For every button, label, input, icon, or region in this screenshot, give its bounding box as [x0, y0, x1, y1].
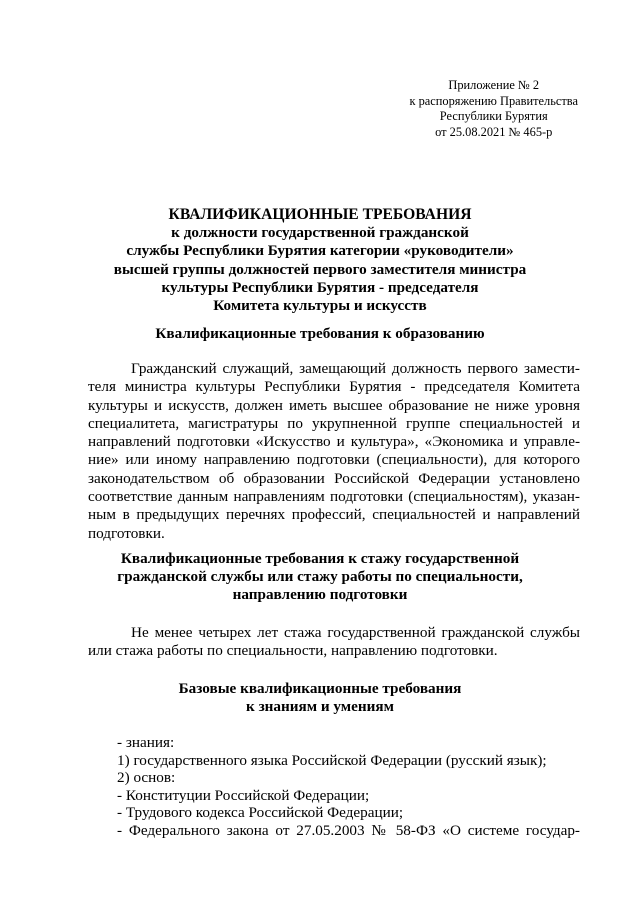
- title-line: службы Республики Бурятия категории «руководители»: [126, 242, 514, 260]
- appendix-order-ref: к распоряжению Правительства: [409, 93, 578, 108]
- appendix-republic: Республики Бурятия: [439, 109, 548, 124]
- paragraph-line: ние» или иному направлению подготовки (специальности), для которого: [88, 451, 580, 469]
- list-item: - Трудового кодекса Российской Федерации;: [117, 804, 404, 822]
- paragraph-line: соответствие данным направлениям подготовки (специальностям), указан-: [88, 488, 580, 506]
- paragraph-line: направлений подготовки «Искусство и культура», «Экономика и управле-: [88, 433, 580, 451]
- list-item: - Федерального закона от 27.05.2003 № 58-ФЗ «О системе государ-: [117, 821, 580, 839]
- knowledge-heading: [60, 680, 580, 716]
- experience-heading: [60, 550, 580, 605]
- paragraph-line: Не менее четырех лет стажа государственной гражданской службы: [131, 624, 580, 641]
- appendix-date: от 25.08.2021 № 465-р: [435, 124, 553, 139]
- list-item: - знания:: [117, 734, 175, 751]
- heading-line: направлению подготовки: [232, 586, 408, 604]
- title-line: Комитета культуры и искусств: [213, 297, 427, 315]
- experience-paragraph: [88, 624, 580, 661]
- heading-line: Квалификационные требования к стажу государственной: [120, 550, 520, 567]
- document-title: [60, 206, 580, 315]
- paragraph-line: теля министра культуры Республики Бурятия - председателя Комитета: [88, 378, 580, 396]
- list-item: - Конституции Российской Федерации;: [117, 786, 370, 804]
- heading-line: гражданской службы или стажу работы по специальности,: [117, 568, 523, 586]
- paragraph-line: законодательством об образовании Российской Федерации установлено: [88, 469, 580, 487]
- list-item: 2) основ:: [117, 769, 176, 787]
- heading-line: к знаниям и умениям: [246, 698, 394, 716]
- heading-line: Базовые квалификационные требования: [178, 680, 462, 697]
- paragraph-line: или стажа работы по специальности, направлению подготовки.: [88, 642, 498, 660]
- paragraph-line: специалитета, магистратуры по укрупненной группе специальностей и: [88, 414, 580, 432]
- appendix-number: Приложение № 2: [448, 78, 540, 92]
- paragraph-line: культуры и искусств, должен иметь высшее образование не ниже уровня: [88, 396, 580, 414]
- title-line: КВАЛИФИКАЦИОННЫЕ ТРЕБОВАНИЯ: [168, 206, 472, 223]
- title-line: к должности государственной гражданской: [171, 224, 469, 242]
- education-heading: Квалификационные требования к образованию: [155, 325, 485, 342]
- education-paragraph: [88, 360, 580, 543]
- title-line: культуры Республики Бурятия - председателя: [161, 278, 479, 296]
- knowledge-list: [117, 734, 580, 840]
- paragraph-line: ным в предыдущих перечнях профессий, специальностей и направлений: [88, 506, 580, 524]
- paragraph-line: подготовки.: [88, 524, 165, 542]
- title-line: высшей группы должностей первого заместителя министра: [113, 260, 527, 278]
- appendix-block: [409, 78, 578, 140]
- paragraph-line: Гражданский служащий, замещающий должность первого замести-: [131, 360, 580, 377]
- list-item: 1) государственного языка Российской Федерации (русский язык);: [117, 751, 547, 769]
